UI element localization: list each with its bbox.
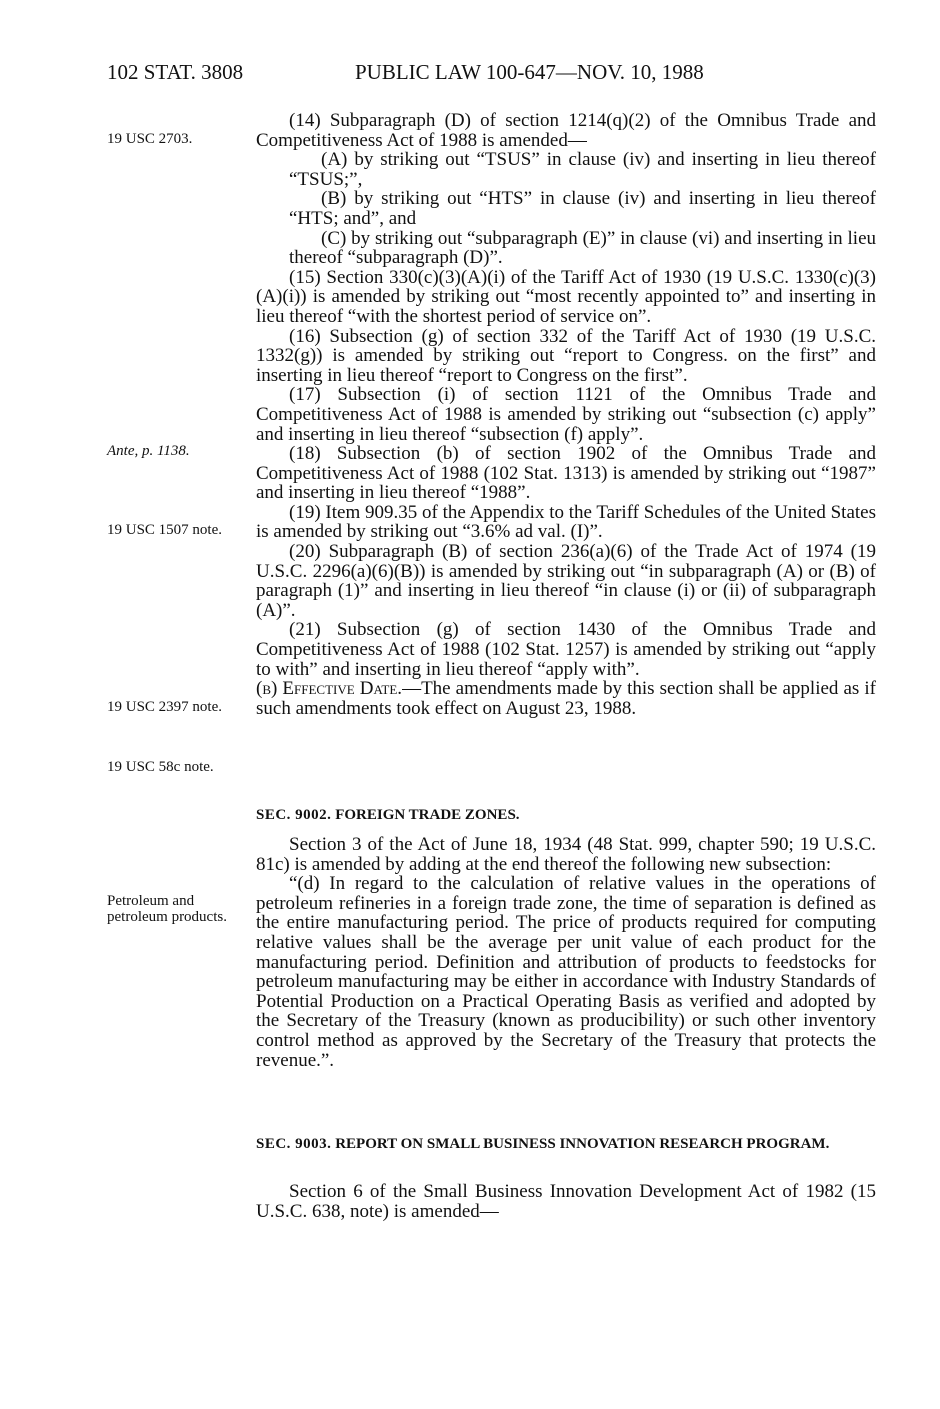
margin-note: 19 USC 1507 note. <box>107 522 223 538</box>
section-number: SEC. 9003. <box>256 1136 332 1152</box>
effective-date-heading: (b) Effective Date. <box>256 678 403 700</box>
section-9002-heading <box>256 806 876 825</box>
running-title: PUBLIC LAW 100-647—NOV. 10, 1988 <box>355 60 704 84</box>
paragraph-14c: (C) by striking out “subparagraph (E)” in clause (vi) and inserting in lieu thereof “subparagraph (D)”. <box>289 227 876 269</box>
paragraph-15: (15) Section 330(c)(3)(A)(i) of the Tariff Act of 1930 (19 U.S.C. 1330(c)(3)(A)(i)) is amended by striking out “most recently appointed to” and inserting in lieu thereof “with the shortest period of service on”. <box>256 266 876 327</box>
subsection-d: “(d) In regard to the calculation of relative values in the operations of petroleum refineries in a foreign trade zone, the time of separation is defined as the entire manufacturing period. The price of products required for computing relative values shall be the average per unit value of each product for the manufacturing period. Definition and attribution of products to feedstocks for petroleum manufacturing may be either in accordance with Industry Standards of Potential Production on a Practical Operating Basis as verified and adopted by the Secretary of the Treasury (known as producibility) or such other inventory control method as approved by the Secretary of the Treasury that protects the revenue.”. <box>256 873 876 1071</box>
amendment-list <box>256 111 876 718</box>
section-9003-body <box>256 1182 876 1221</box>
paragraph-18: (18) Subsection (b) of section 1902 of the Omnibus Trade and Competitiveness Act of 1988 (102 Stat. 1313) is amended by striking out “1987” and inserting in lieu thereof “1988”. <box>256 443 876 504</box>
page-reference: 102 STAT. 3808 <box>107 60 244 84</box>
section-9003-heading <box>256 1135 876 1154</box>
effective-date-paragraph <box>256 679 876 718</box>
section-title: FOREIGN TRADE ZONES. <box>335 807 520 823</box>
paragraph-16: (16) Subsection (g) of section 332 of the Tariff Act of 1930 (19 U.S.C. 1332(g)) is amended by striking out “report to Congress. on the first” and inserting in lieu thereof “report to Congress on the first”. <box>256 325 876 386</box>
effective-date-text: —The amendments made by this section shall be applied as if such amendments took effect on August 23, 1988. <box>256 678 876 719</box>
section-title: REPORT ON SMALL BUSINESS INNOVATION RESEARCH PROGRAM. <box>335 1136 830 1152</box>
paragraph-19: (19) Item 909.35 of the Appendix to the Tariff Schedules of the United States is amended by striking out “3.6% ad val. (I)”. <box>256 501 876 543</box>
section-9003-intro: Section 6 of the Small Business Innovation Development Act of 1982 (15 U.S.C. 638, note) is amended— <box>256 1181 876 1222</box>
section-number: SEC. 9002. <box>256 807 332 823</box>
paragraph-21: (21) Subsection (g) of section 1430 of the Omnibus Trade and Competitiveness Act of 1988 (102 Stat. 1257) is amended by striking out “apply to with” and inserting in lieu thereof “apply with”. <box>256 619 876 680</box>
section-heading-line <box>256 1135 876 1154</box>
section-9002-intro: Section 3 of the Act of June 18, 1934 (48 Stat. 999, chapter 590; 19 U.S.C. 81c) is amended by adding at the end thereof the following new subsection: <box>256 834 876 875</box>
margin-note: 19 USC 58c note. <box>107 759 214 775</box>
paragraph-14a: (A) by striking out “TSUS” in clause (iv) and inserting in lieu thereof “TSUS;”, <box>289 149 876 190</box>
section-9002-body <box>256 835 876 1070</box>
margin-note: 19 USC 2703. <box>107 131 193 147</box>
paragraph-14: (14) Subparagraph (D) of section 1214(q)(2) of the Omnibus Trade and Competitiveness Act of 1988 is amended— <box>256 110 876 151</box>
margin-note: Ante, p. 1138. <box>107 443 190 459</box>
margin-note: 19 USC 2397 note. <box>107 699 223 715</box>
paragraph-14b: (B) by striking out “HTS” in clause (iv) and inserting in lieu thereof “HTS; and”, and <box>289 188 876 229</box>
margin-note: Petroleum and petroleum products. <box>107 893 227 925</box>
paragraph-17: (17) Subsection (i) of section 1121 of the Omnibus Trade and Competitiveness Act of 1988 is amended by striking out “subsection (c) apply” and inserting in lieu thereof “subsection (f) apply”. <box>256 384 876 445</box>
paragraph-20: (20) Subparagraph (B) of section 236(a)(6) of the Trade Act of 1974 (19 U.S.C. 2296(a)(6)(B)) is amended by striking out “in subparagraph (A) or (B) of paragraph (1)” and inserting in lieu thereof “in clause (i) or (ii) of subparagraph (A)”. <box>256 541 876 621</box>
